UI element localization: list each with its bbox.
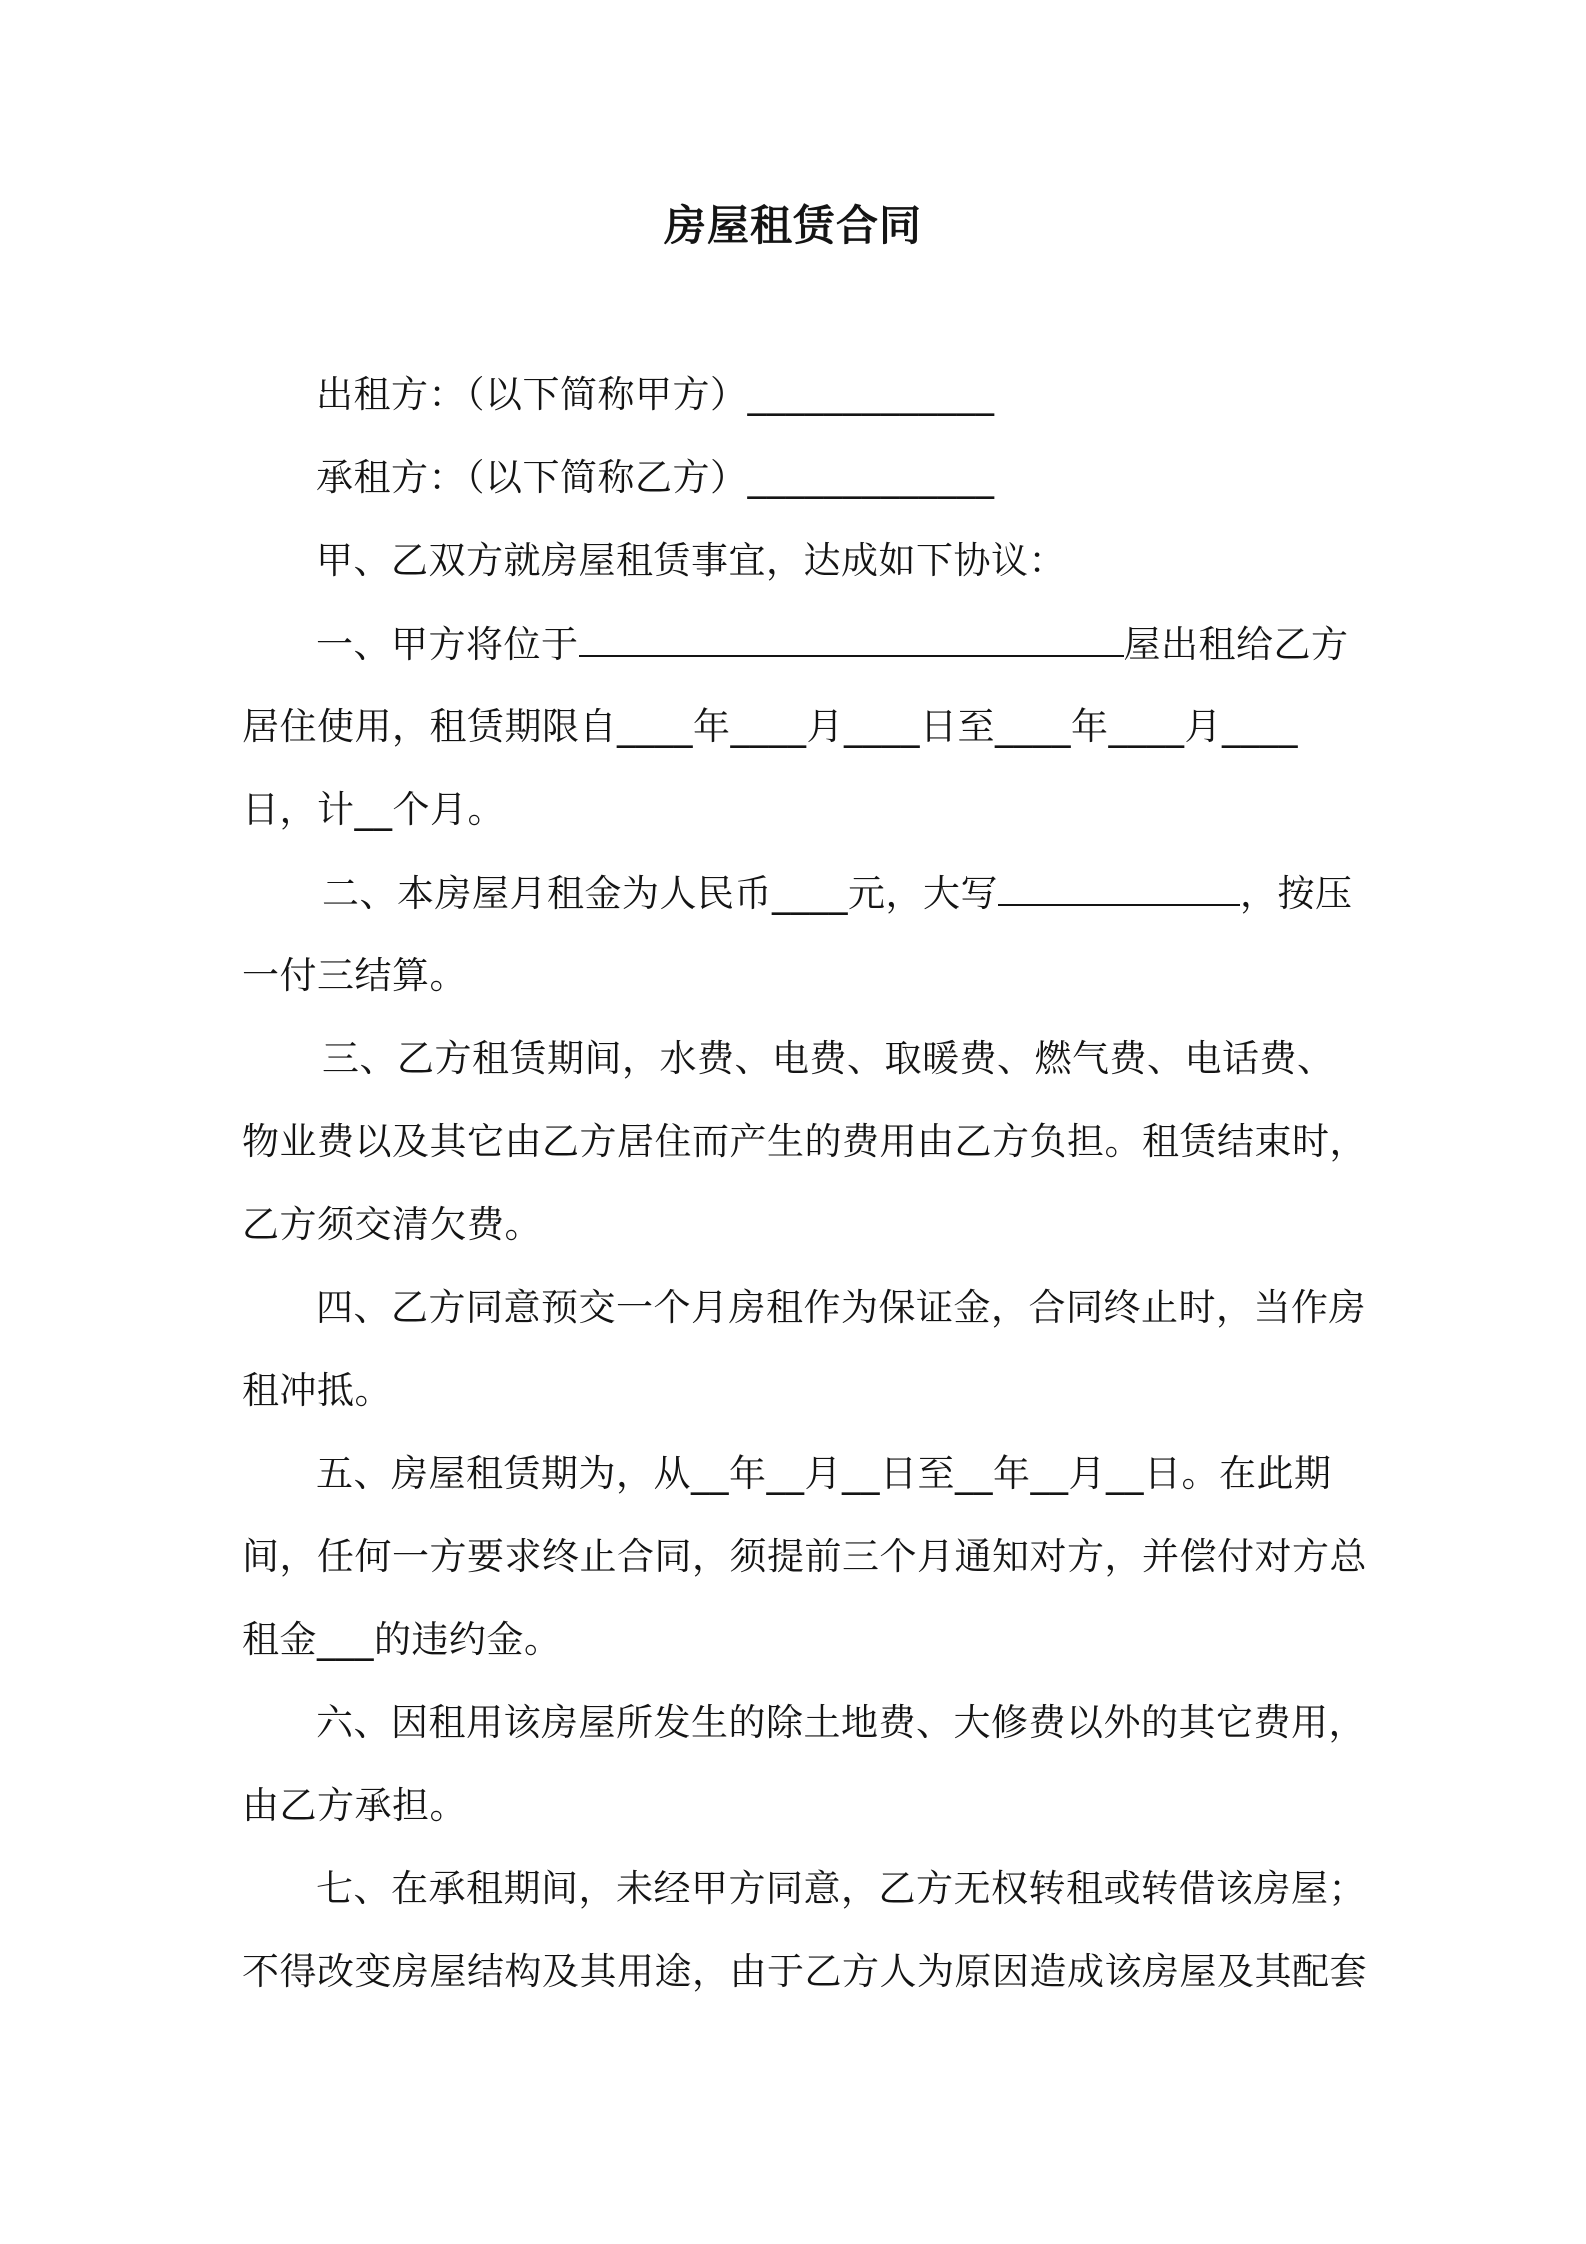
clause-3-line-3: 乙方须交清欠费。 <box>242 1203 542 1246</box>
clause-1-line-3: 日，计__个月。 <box>242 788 505 831</box>
clause-1-text-b: 屋出租给乙方 <box>1123 623 1349 666</box>
clause-2-text-a: 二、本房屋月租金为人民币____元，大写 <box>322 872 998 915</box>
clause-7-line-2: 不得改变房屋结构及其用途，由于乙方人为原因造成该房屋及其配套 <box>242 1950 1367 1993</box>
clause-4-line-2: 租冲抵。 <box>242 1369 392 1412</box>
clause-2-line-2: 一付三结算。 <box>242 954 467 997</box>
address-blank <box>579 619 1124 657</box>
lessee-line: 承租方：（以下简称乙方）_____________ <box>316 456 995 499</box>
clause-2-text-b: ，按压 <box>1240 872 1353 915</box>
lessor-line: 出租方：（以下简称甲方）_____________ <box>316 373 995 416</box>
clause-5-line-1: 五、房屋租赁期为，从__年__月__日至__年__月__日。在此期 <box>316 1452 1332 1495</box>
clause-5-line-3: 租金___的违约金。 <box>242 1618 562 1661</box>
clause-6-line-2: 由乙方承担。 <box>242 1784 467 1827</box>
clause-2-line-1 <box>322 868 1353 919</box>
clause-5-line-2: 间，任何一方要求终止合同，须提前三个月通知对方，并偿付对方总 <box>242 1535 1367 1578</box>
clause-1-line-1 <box>316 619 1349 670</box>
clause-3-line-1: 三、乙方租赁期间，水费、电费、取暖费、燃气费、电话费、 <box>322 1037 1335 1080</box>
clause-3-line-2: 物业费以及其它由乙方居住而产生的费用由乙方负担。租赁结束时， <box>242 1120 1367 1163</box>
clause-6-line-1: 六、因租用该房屋所发生的除土地费、大修费以外的其它费用， <box>316 1701 1366 1744</box>
clause-1-text-a: 一、甲方将位于 <box>316 623 579 666</box>
clause-7-line-1: 七、在承租期间，未经甲方同意，乙方无权转租或转借该房屋； <box>316 1867 1366 1910</box>
clause-1-line-2: 居住使用，租赁期限自____年____月____日至____年____月____ <box>242 705 1298 748</box>
amount-in-words-blank <box>998 868 1240 906</box>
document-title: 房屋租赁合同 <box>663 201 922 250</box>
intro-line: 甲、乙双方就房屋租赁事宜，达成如下协议： <box>316 539 1066 582</box>
clause-4-line-1: 四、乙方同意预交一个月房租作为保证金，合同终止时，当作房 <box>316 1286 1366 1329</box>
